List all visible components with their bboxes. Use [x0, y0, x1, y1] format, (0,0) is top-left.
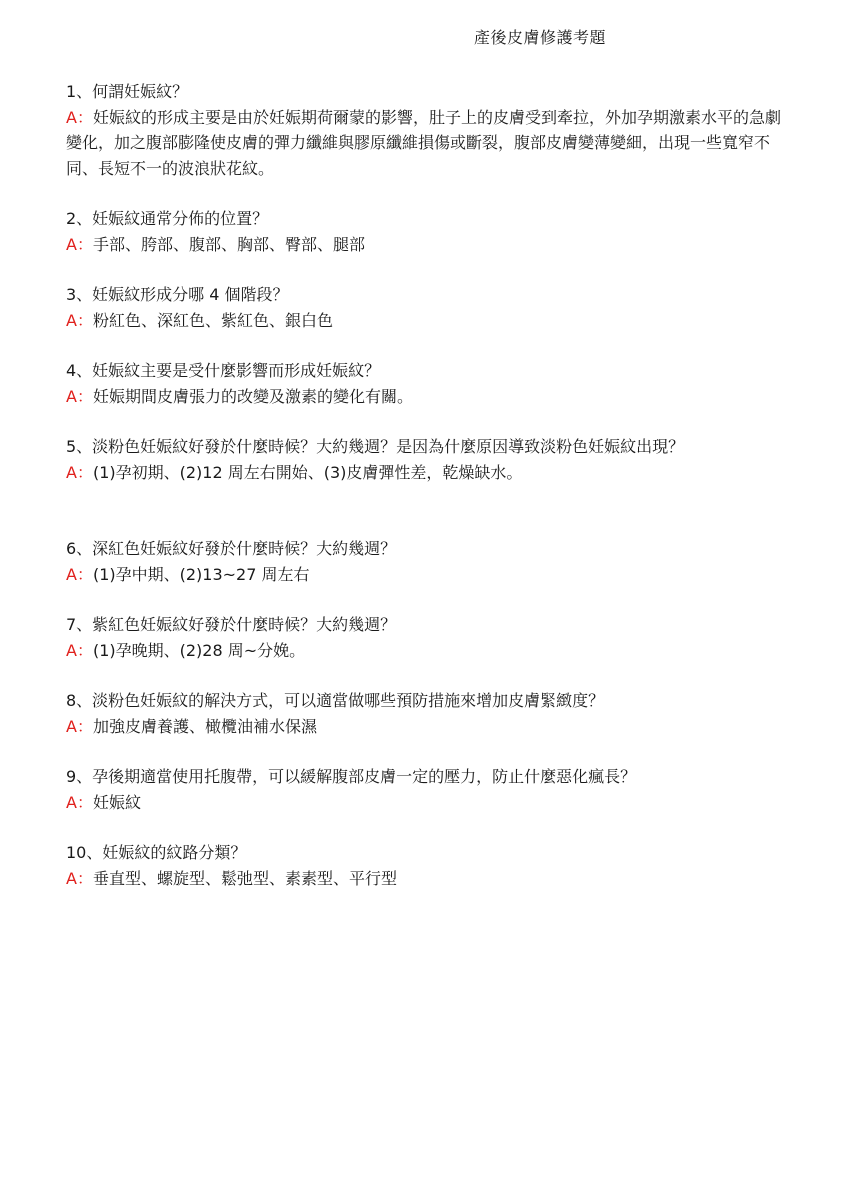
- answer-5: [66, 460, 796, 486]
- answer-text: (1)孕初期、(2)12 周左右開始、(3)皮膚彈性差，乾燥缺水。: [92, 462, 523, 482]
- answer-text: 妊娠紋的形成主要是由於妊娠期荷爾蒙的影響，肚子上的皮膚受到牽拉，外加孕期激素水平的急劇變化，加之腹部膨隆使皮膚的彈力纖維與膠原纖維損傷或斷裂，腹部皮膚變薄變細，出現一些寬窄不同、長短不一的波浪狀花紋。: [66, 107, 781, 178]
- qa-item-3: [66, 282, 796, 333]
- question-2: 2、妊娠紋通常分佈的位置？: [66, 209, 269, 228]
- answer-prefix: A：: [66, 310, 93, 330]
- qa-item-9: [66, 764, 796, 815]
- answer-9: [66, 790, 796, 816]
- answer-text: 手部、胯部、腹部、胸部、臀部、腿部: [92, 234, 365, 254]
- answer-text: 妊娠紋: [92, 792, 141, 812]
- answer-2: [66, 232, 796, 258]
- answer-8: [66, 714, 796, 740]
- question-8: 8、淡粉色妊娠紋的解決方式，可以適當做哪些預防措施來增加皮膚緊緻度？: [66, 691, 605, 710]
- answer-prefix: A：: [66, 868, 93, 888]
- answer-10: [66, 866, 796, 892]
- answer-prefix: A：: [66, 107, 93, 127]
- question-3: 3、妊娠紋形成分哪 4 個階段？: [66, 285, 289, 304]
- question-7: 7、紫紅色妊娠紋好發於什麼時候？大約幾週？: [66, 615, 397, 634]
- answer-text: 妊娠期間皮膚張力的改變及激素的變化有關。: [92, 386, 413, 406]
- question-10: 10、妊娠紋的紋路分類？: [66, 843, 247, 862]
- answer-6: [66, 562, 796, 588]
- qa-item-2: [66, 206, 796, 257]
- qa-item-8: [66, 688, 796, 739]
- answer-text: 加強皮膚養護、橄欖油補水保濕: [92, 716, 317, 736]
- answer-text: 粉紅色、深紅色、紫紅色、銀白色: [92, 310, 333, 330]
- qa-item-5: [66, 434, 796, 485]
- question-5: 5、淡粉色妊娠紋好發於什麼時候？大約幾週？是因為什麼原因導致淡粉色妊娠紋出現？: [66, 437, 685, 456]
- answer-3: [66, 308, 796, 334]
- answer-prefix: A：: [66, 640, 93, 660]
- qa-item-7: [66, 612, 796, 663]
- answer-prefix: A：: [66, 564, 93, 584]
- answer-prefix: A：: [66, 462, 93, 482]
- answer-prefix: A：: [66, 716, 93, 736]
- question-6: 6、深紅色妊娠紋好發於什麼時候？大約幾週？: [66, 539, 397, 558]
- answer-text: (1)孕中期、(2)13~27 周左右: [92, 564, 310, 584]
- question-1: 1、何謂妊娠紋？: [66, 82, 189, 101]
- qa-item-1: [66, 79, 796, 181]
- qa-item-4: [66, 358, 796, 409]
- answer-1: [66, 105, 796, 182]
- answer-prefix: A：: [66, 234, 93, 254]
- document-title: 產後皮膚修護考題: [474, 28, 607, 47]
- answer-prefix: A：: [66, 386, 93, 406]
- answer-text: 垂直型、螺旋型、鬆弛型、素素型、平行型: [92, 868, 397, 888]
- qa-item-6: [66, 536, 796, 587]
- answer-7: [66, 638, 796, 664]
- answer-text: (1)孕晚期、(2)28 周~分娩。: [92, 640, 306, 660]
- answer-prefix: A：: [66, 792, 93, 812]
- qa-item-10: [66, 840, 796, 891]
- question-9: 9、孕後期適當使用托腹帶，可以緩解腹部皮膚一定的壓力，防止什麼惡化瘋長？: [66, 767, 637, 786]
- qa-list: [66, 79, 796, 891]
- question-4: 4、妊娠紋主要是受什麼影響而形成妊娠紋？: [66, 361, 381, 380]
- answer-4: [66, 384, 796, 410]
